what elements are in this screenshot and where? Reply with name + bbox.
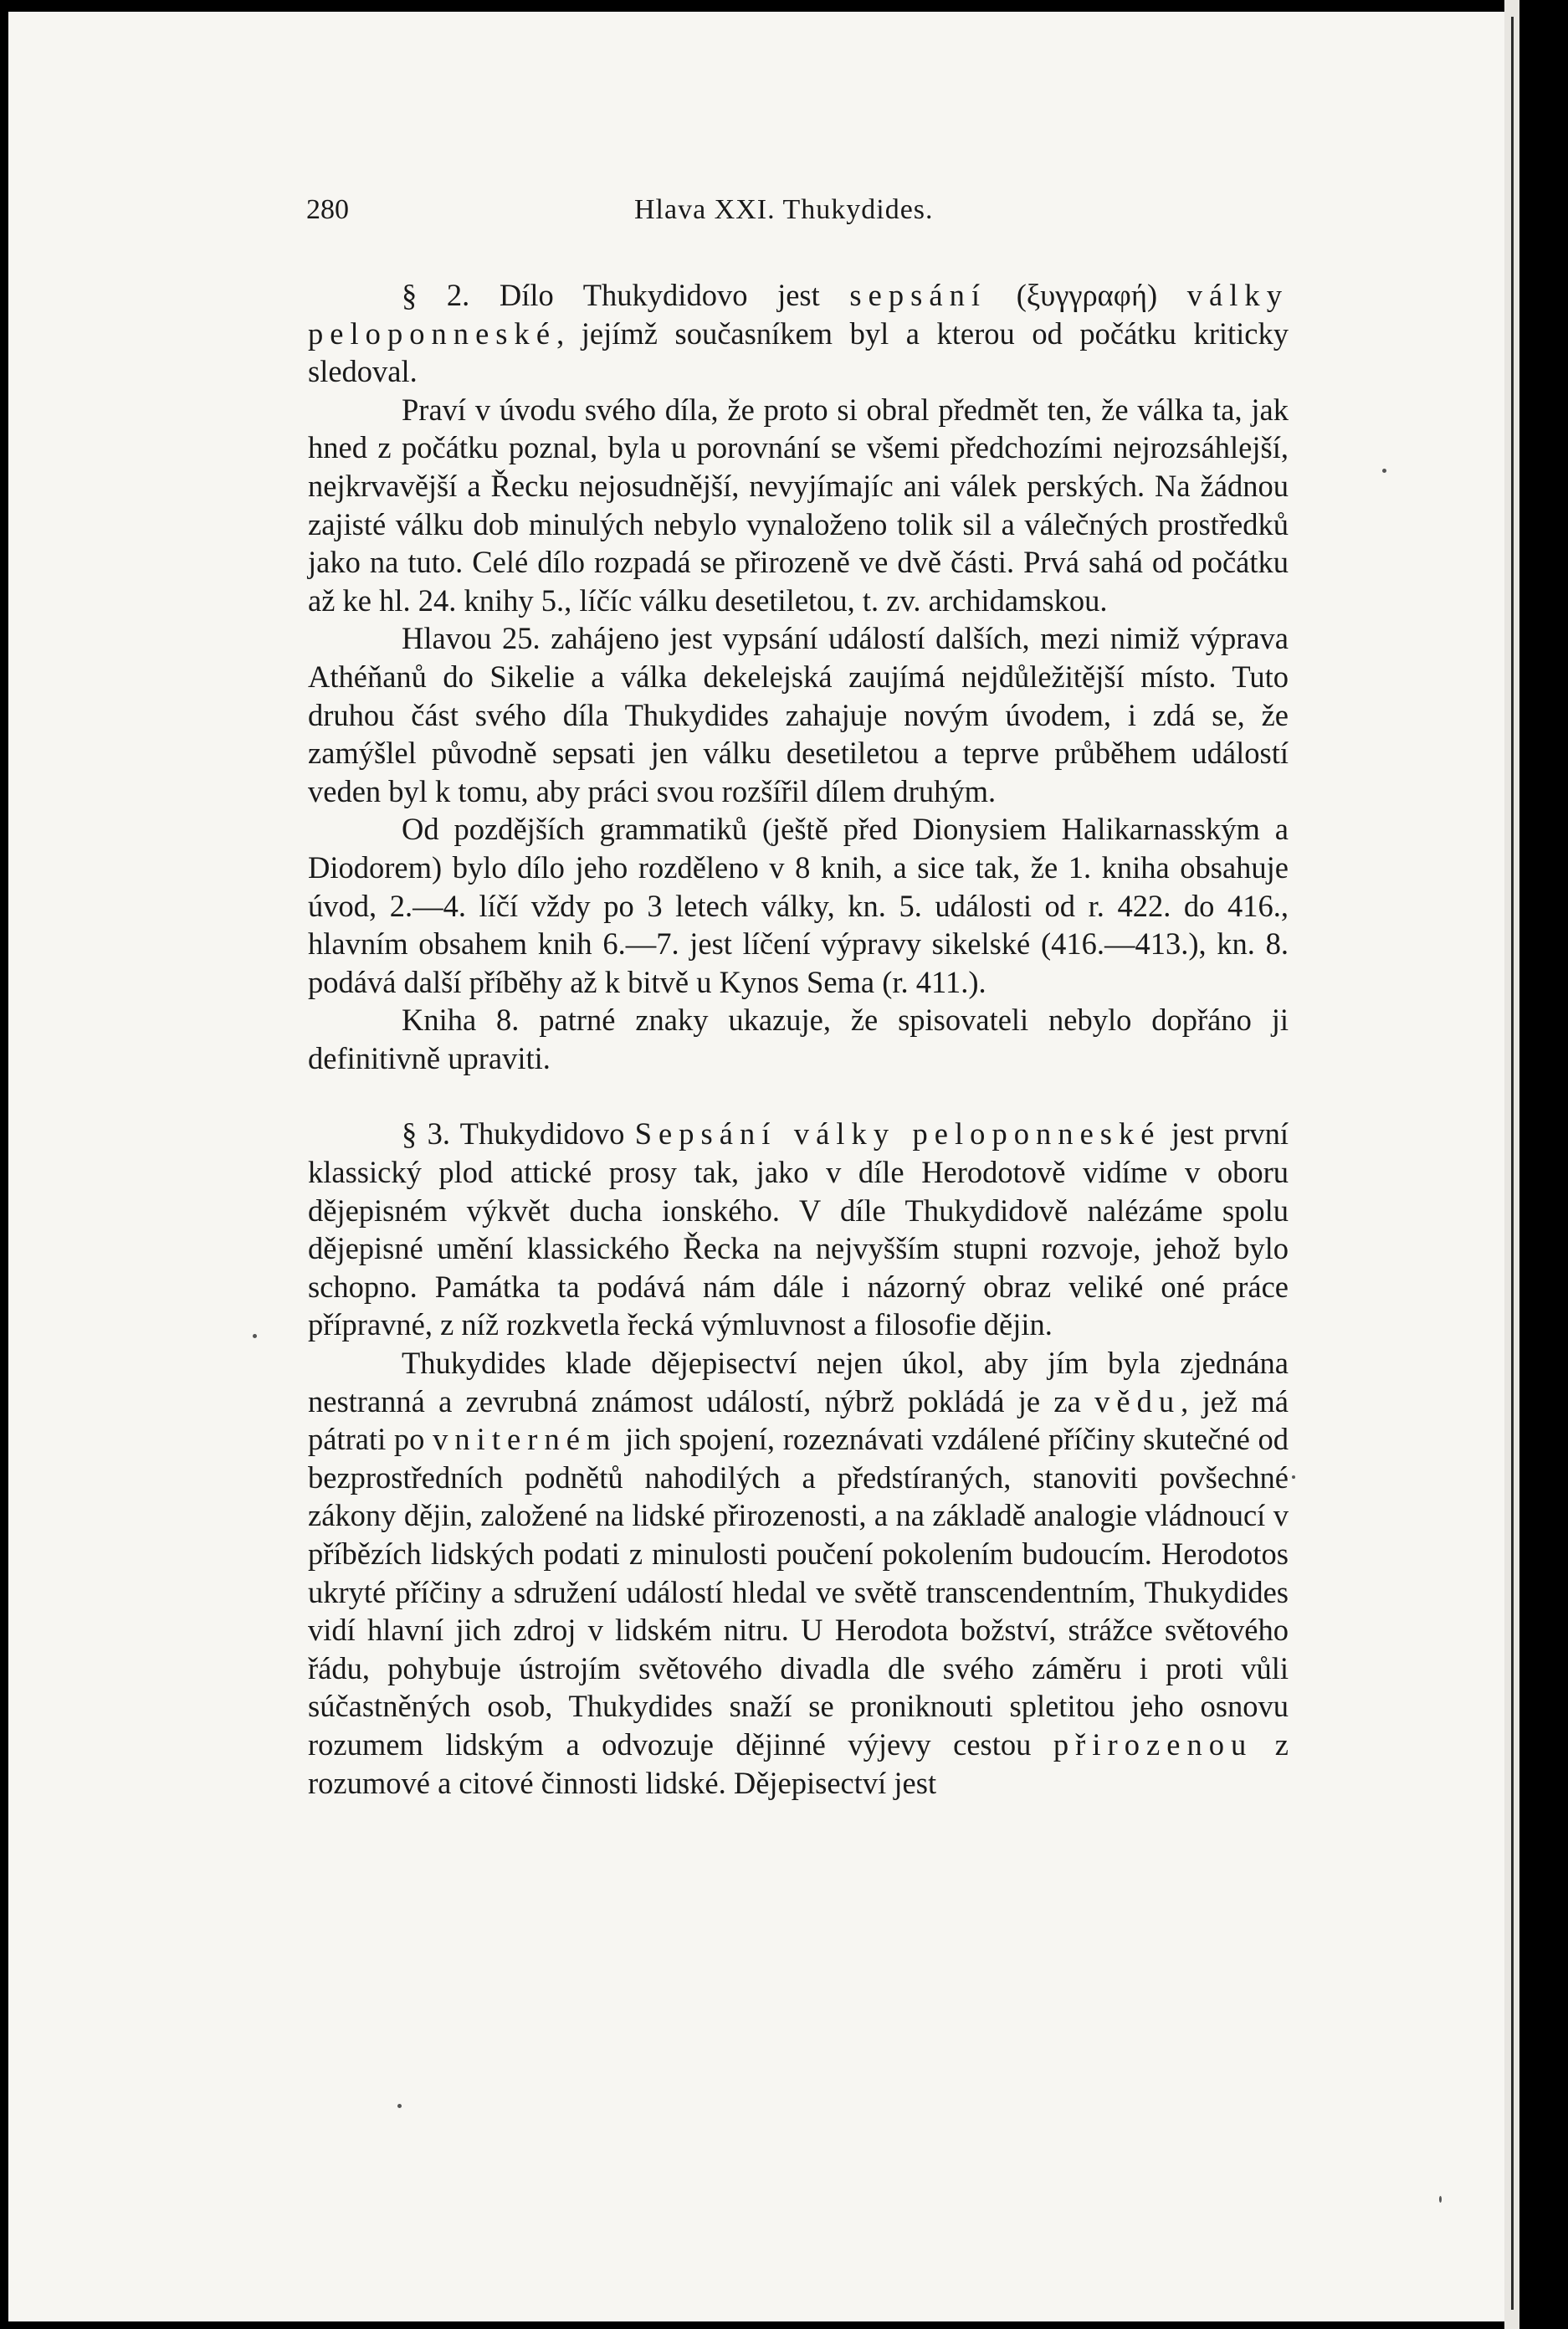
text-run: (ξυγγραφή) xyxy=(986,278,1187,312)
text-run: , jež má pátrati po xyxy=(308,1383,1289,1457)
scan-speck xyxy=(1292,1475,1295,1479)
text-run: Od pozdějších grammatiků (ještě před Dionysiem Halikarnasským a Diodorem) bylo dílo jeho rozděleno v 8 knih, a sice tak, že 1. kniha obsahuje úvod, 2.—4. líčí vždy po 3 letech války, kn. 5. události od r. 422. do 416., hlavním obsahem knih 6.—7. jest líčení výpravy sikelské (416.—413.), kn. 8. podává další příběhy až k bitvě u Kynos Sema (r. 411.). xyxy=(308,812,1289,999)
page-edge-line xyxy=(1511,17,1514,2310)
emphasized-text: přirozenou xyxy=(1053,1726,1253,1762)
scan-speck xyxy=(1439,2196,1442,2203)
emphasized-text: sepsání xyxy=(849,278,987,312)
emphasized-text: vědu xyxy=(1094,1383,1181,1418)
emphasized-text: války peloponneské xyxy=(308,278,1289,351)
text-run: jich spojení, rozeznávati vzdálené příčiny skutečné od bezprostředních podnětů nahodilých a předstíraných, stanoviti povšechné zákony dějin, založené na lidské přirozenosti, a na základě analogie vládnoucí v příbězích lidských podati z minulosti poučení pokolením budoucím. Herodotos ukryté příčiny a sdružení událostí hledal ve světě transcendentním, Thukydides vidí hlavní jich zdroj v lidském nitru. U Herodota božství, strážce světového řádu, pohybuje ústrojím světového divadla dle svého záměru i proti vůli súčastněných osob, Thukydides snaží se proniknouti spletitou jeho osnovu rozumem lidským a odvozuje dějinné výjevy cestou xyxy=(308,1422,1289,1762)
text-run: § 3. Thukydidovo xyxy=(402,1116,635,1152)
emphasized-text: Sepsání války peloponneské xyxy=(634,1116,1161,1152)
body-text xyxy=(308,276,1289,1802)
text-run: § 2. Dílo Thukydidovo jest xyxy=(402,278,850,312)
text-run: , jejímž současníkem byl a kterou od počátku kriticky sledoval. xyxy=(308,315,1289,389)
text-run: z rozumové a citové činnosti lidské. Dějepisectví jest xyxy=(308,1726,1289,1800)
paragraph xyxy=(308,391,1289,620)
paragraph xyxy=(308,1115,1289,1344)
text-run: Thukydides klade dějepisectví nejen úkol, aby jím byla zjednána nestranná a zevrubná známost událostí, nýbrž pokládá je za xyxy=(308,1346,1289,1418)
scan-speck xyxy=(253,1334,257,1338)
emphasized-text: vniterném xyxy=(433,1422,617,1457)
paragraph xyxy=(308,810,1289,1001)
paragraph xyxy=(308,619,1289,810)
text-run: Hlavou 25. zahájeno jest vypsání událostí dalších, mezi nimiž výprava Athéňanů do Sikelie a válka dekelejská zaujímá nejdůležitější místo. Tuto druhou část svého díla Thukydides zahajuje novým úvodem, i zdá se, že zamýšlel původně sepsati jen válku desetiletou a teprve průběhem událostí veden byl k tomu, aby práci svou rozšířil dílem druhým. xyxy=(308,621,1289,808)
running-head: Hlava XXI. Thukydides. xyxy=(634,194,934,225)
page-number: 280 xyxy=(306,194,349,225)
paragraph xyxy=(308,1001,1289,1077)
text-run: Kniha 8. patrné znaky ukazuje, že spisovateli nebylo dopřáno ji definitivně upraviti. xyxy=(308,1003,1289,1075)
text-run: Praví v úvodu svého díla, že proto si obral předmět ten, že válka ta, jak hned z počátku poznal, byla u porovnání se všemi předchozími nejrozsáhlejší, nejkrvavější a Řecku nejosudnější, nevyjímajíc ani válek perských. Na žádnou zajisté válku dob minulých nebylo vynaloženo tolik sil a válečných prostředků jako na tuto. Celé dílo rozpadá se přirozeně ve dvě části. Prvá sahá od počátku až ke hl. 24. knihy 5., líčíc válku desetiletou, t. zv. archidamskou. xyxy=(308,392,1289,618)
paragraph xyxy=(308,1344,1289,1802)
text-run: jest první klassický plod attické prosy tak, jako v díle Herodotově vidíme v oboru dějepisném výkvět ducha ionského. V díle Thukydidově nalézáme spolu dějepisné umění klassického Řecka na nejvyšším stupni rozvoje, jehož bylo schopno. Památka ta podává nám dále i názorný obraz veliké oné práce přípravné, z níž rozkvetla řecká výmluvnost a filosofie dějin. xyxy=(308,1116,1289,1342)
page-header xyxy=(0,194,1568,231)
scan-speck xyxy=(1382,469,1386,473)
scan-speck xyxy=(397,2104,402,2108)
paragraph xyxy=(308,276,1289,391)
